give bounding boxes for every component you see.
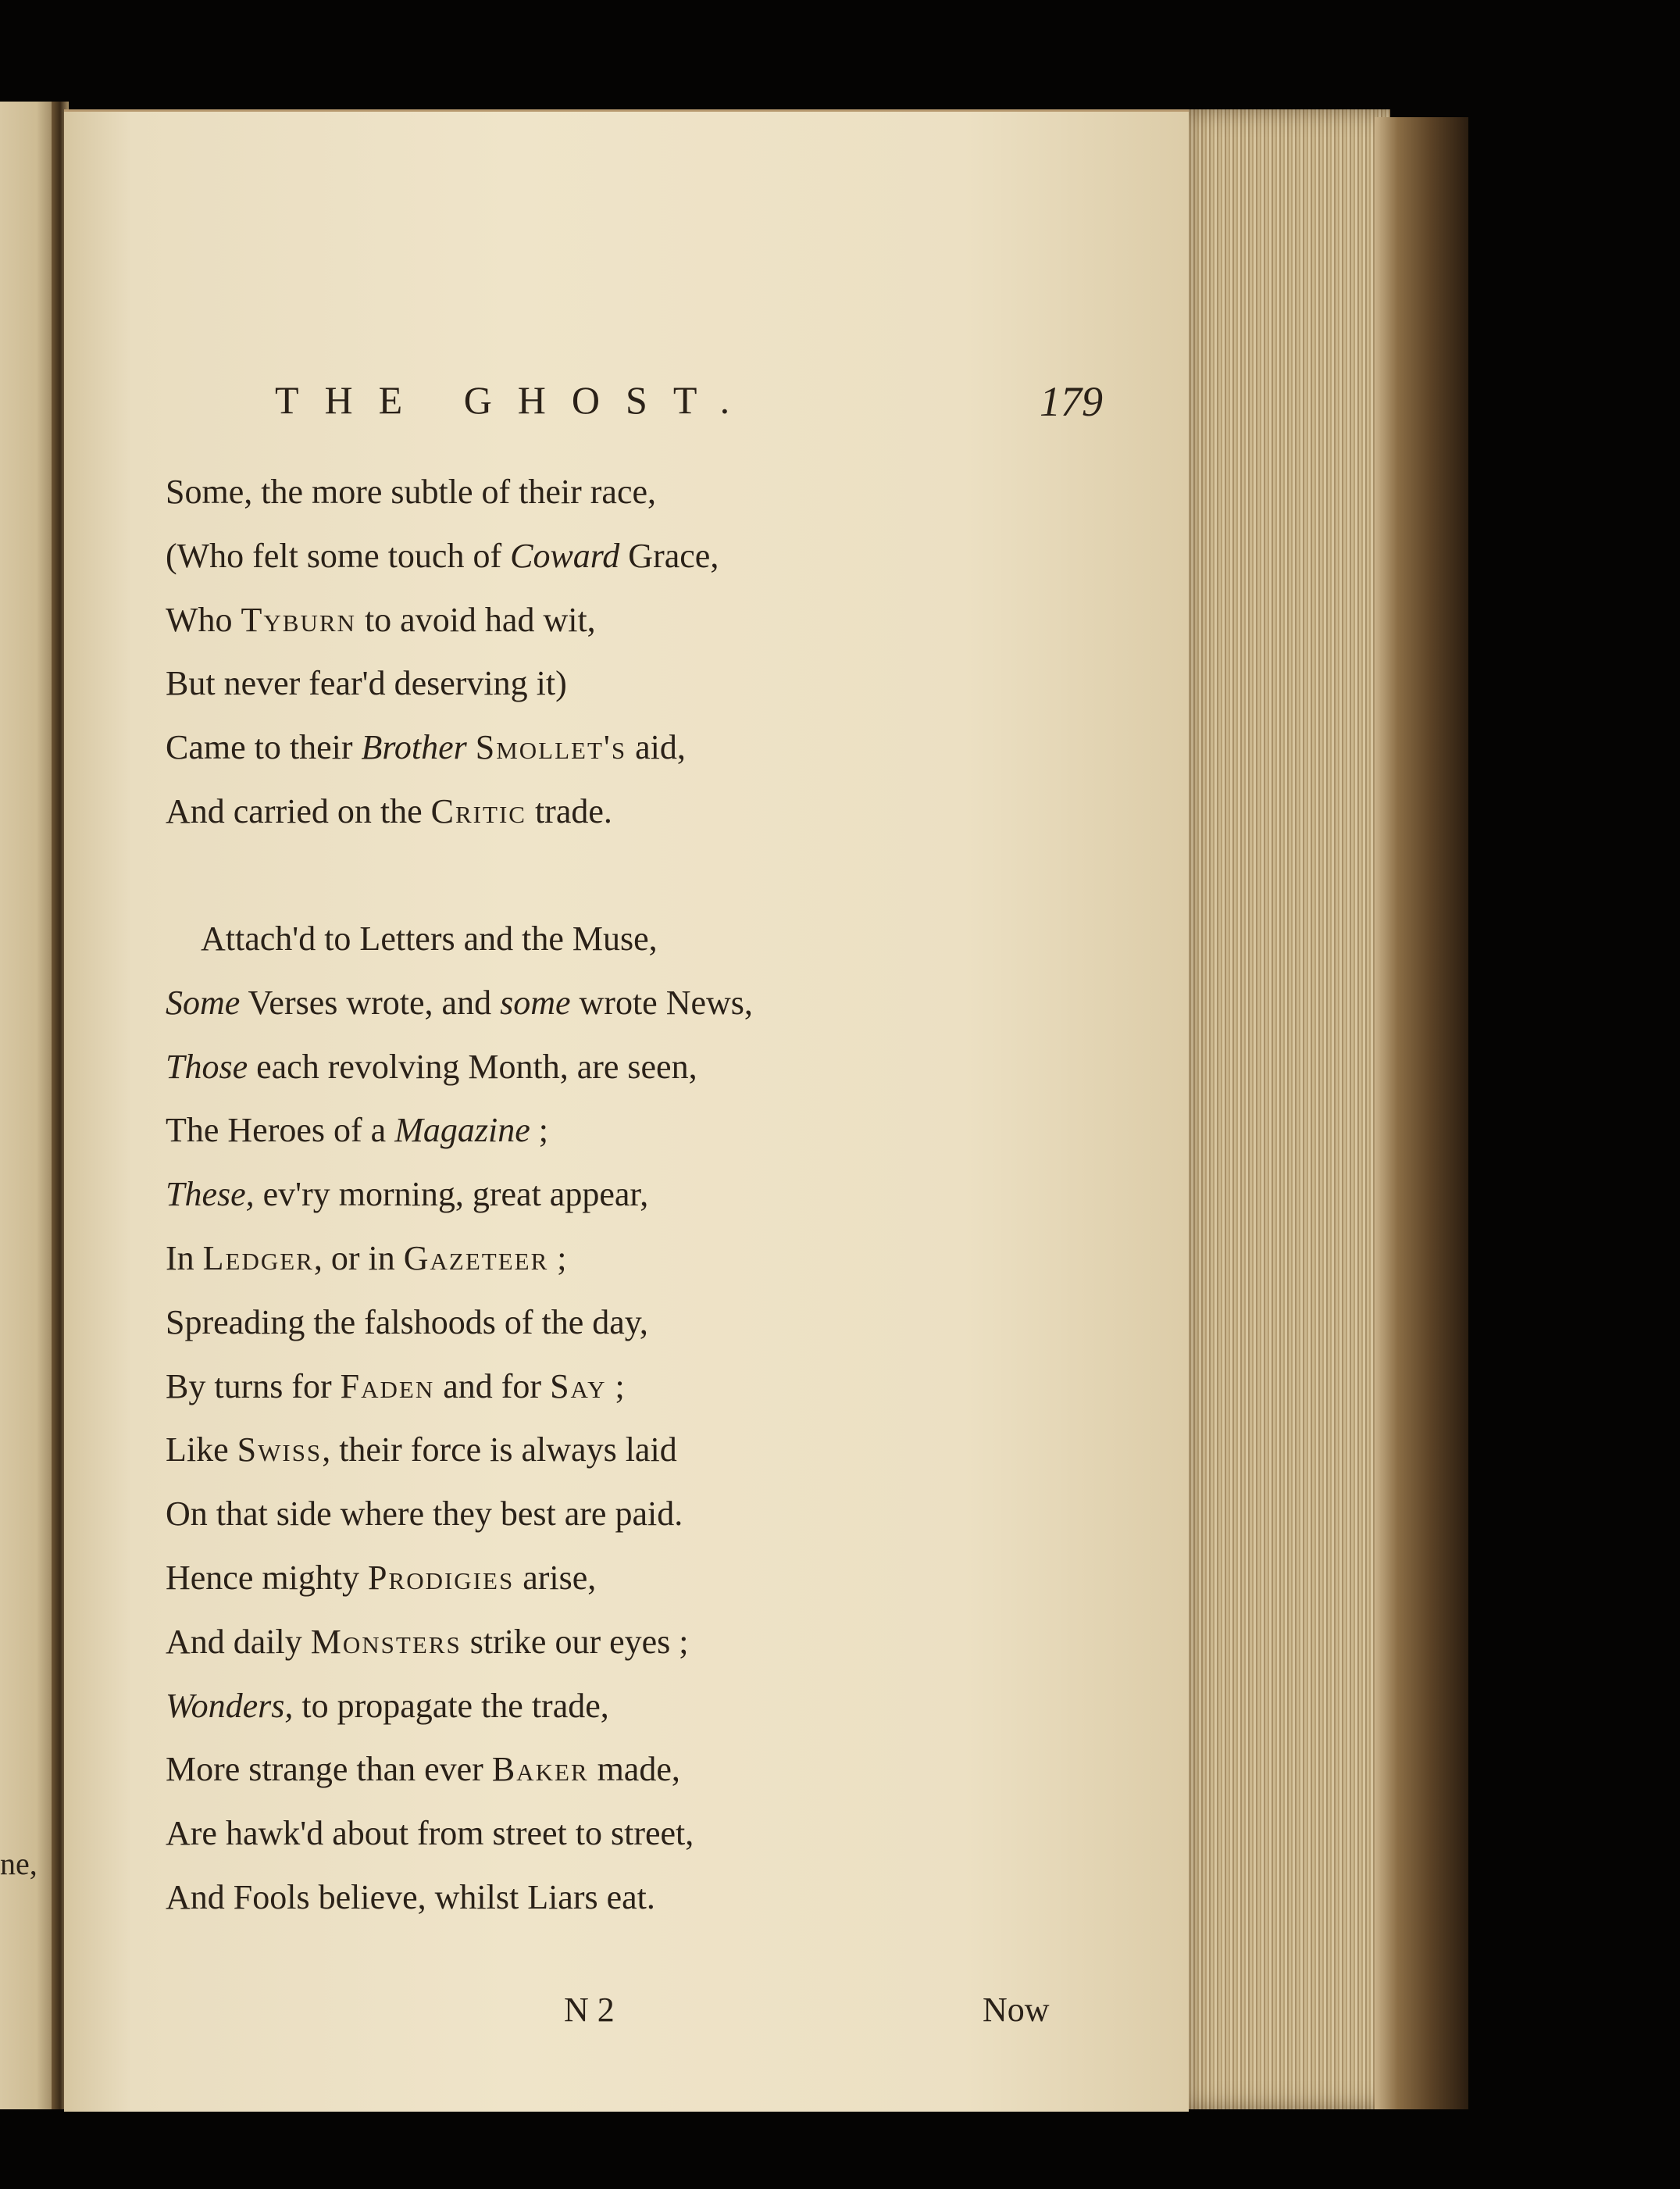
- verse-line: [166, 1035, 869, 1099]
- verse-segment: and for: [434, 1366, 551, 1405]
- verse-line: [166, 780, 869, 844]
- verse-segment: ;: [530, 1111, 548, 1150]
- verse-line: [166, 1482, 869, 1546]
- verse-segment: Are hawk'd about from street to street,: [166, 1814, 694, 1853]
- verse-line: [166, 588, 869, 652]
- verse-line: [166, 1866, 869, 1930]
- verse-segment: ev'ry morning, great appear,: [254, 1175, 649, 1214]
- page-block-edge: [1172, 109, 1390, 2109]
- book-cover-board: [1375, 117, 1468, 2109]
- verse-line: [166, 460, 869, 524]
- verse-line: [166, 716, 869, 780]
- verse-segment: And daily: [166, 1622, 311, 1661]
- verse-segment: Spreading the falshoods of the day,: [166, 1302, 648, 1341]
- verse-line: [166, 1162, 869, 1227]
- verse-line: [166, 652, 869, 716]
- verse-segment: each revolving Month, are seen,: [248, 1047, 697, 1086]
- verse-segment: More strange than ever: [166, 1750, 492, 1789]
- verse-segment: to propagate the trade,: [293, 1686, 609, 1725]
- verse-segment: Baker: [491, 1750, 589, 1789]
- verse-segment: The Heroes of a: [166, 1111, 395, 1150]
- verse-line: [166, 1610, 869, 1674]
- verse-line: [166, 1802, 869, 1866]
- verse-segment: Swiss: [237, 1430, 323, 1469]
- verse-segment: Brother: [361, 728, 467, 767]
- verse-segment: ;: [606, 1366, 625, 1405]
- verse-segment: These,: [166, 1175, 255, 1214]
- verse-segment: , their force is always laid: [322, 1430, 677, 1469]
- stanza-1: [166, 460, 869, 844]
- verse-line: [166, 1291, 869, 1355]
- verse-segment: made,: [588, 1750, 680, 1789]
- verse-segment: On that side where they best are paid.: [166, 1494, 683, 1534]
- verse-segment: Grace,: [619, 536, 719, 575]
- verse-segment: Like: [166, 1430, 237, 1469]
- verse-line: [166, 907, 869, 971]
- verse-segment: Ledger: [202, 1238, 314, 1277]
- verse-line: [166, 524, 869, 588]
- verse-line: [166, 1418, 869, 1482]
- verse-segment: arise,: [514, 1558, 597, 1597]
- verse-segment: aid,: [626, 728, 686, 767]
- verse-segment: (Who felt some touch of: [166, 536, 511, 575]
- verse-segment: Some, the more subtle of their race,: [166, 473, 657, 511]
- verse-segment: Hence mighty: [166, 1558, 369, 1597]
- verse-segment: Prodigies: [368, 1558, 515, 1597]
- verse-line: [166, 1737, 869, 1802]
- verse-segment: Who: [166, 600, 241, 639]
- stanza-2: [166, 907, 869, 1930]
- verse-segment: And carried on the: [166, 791, 431, 830]
- verse-segment: ;: [548, 1238, 567, 1277]
- verse-segment: trade.: [526, 791, 612, 830]
- verse-segment: Coward: [510, 536, 620, 575]
- verse-segment: strike our eyes ;: [461, 1622, 689, 1661]
- verse-segment: Faden: [340, 1366, 435, 1405]
- verse-segment: some: [500, 983, 571, 1022]
- verse-line: [166, 1355, 869, 1419]
- verse-segment: But never fear'd deserving it): [166, 664, 567, 703]
- verse-segment: Gazeteer: [403, 1238, 549, 1277]
- verse-segment: , or in: [313, 1238, 404, 1277]
- verse-line: [166, 1098, 869, 1162]
- right-page: [64, 109, 1189, 2112]
- verse-segment: Wonders,: [166, 1686, 294, 1725]
- verse-segment: Attach'd to Letters and the Muse,: [201, 920, 658, 958]
- page-header: [275, 377, 1103, 424]
- verse-line: [166, 1674, 869, 1738]
- verse-segment: [467, 728, 476, 766]
- verse-segment: Say: [550, 1366, 607, 1405]
- verse-segment: to avoid had wit,: [355, 600, 596, 639]
- verse-segment: Verses wrote, and: [240, 983, 501, 1022]
- verse-segment: Came to their: [166, 728, 362, 767]
- verse-segment: Magazine: [394, 1111, 530, 1150]
- verse-segment: Those: [166, 1047, 248, 1086]
- verse-segment: Smollet's: [475, 728, 627, 767]
- verse-line: [166, 1227, 869, 1291]
- verse-line: [166, 1546, 869, 1610]
- left-page-fragment: ne,: [0, 1846, 37, 1881]
- verse-segment: Monsters: [310, 1622, 462, 1661]
- verse-segment: Some: [166, 983, 241, 1022]
- running-title: THE GHOST.: [275, 378, 756, 422]
- verse-segment: wrote News,: [570, 983, 753, 1022]
- verse-segment: By turns for: [166, 1366, 341, 1405]
- verse-segment: Tyburn: [241, 600, 356, 639]
- signature-mark: N 2: [564, 1991, 615, 2029]
- verse-segment: Critic: [430, 791, 526, 830]
- verse-segment: And Fools believe, whilst Liars eat.: [166, 1877, 655, 1916]
- catchword: Now: [983, 1991, 1050, 2029]
- verse-line: [166, 971, 869, 1035]
- verse-segment: In: [166, 1238, 203, 1277]
- page-number: 179: [1040, 378, 1103, 425]
